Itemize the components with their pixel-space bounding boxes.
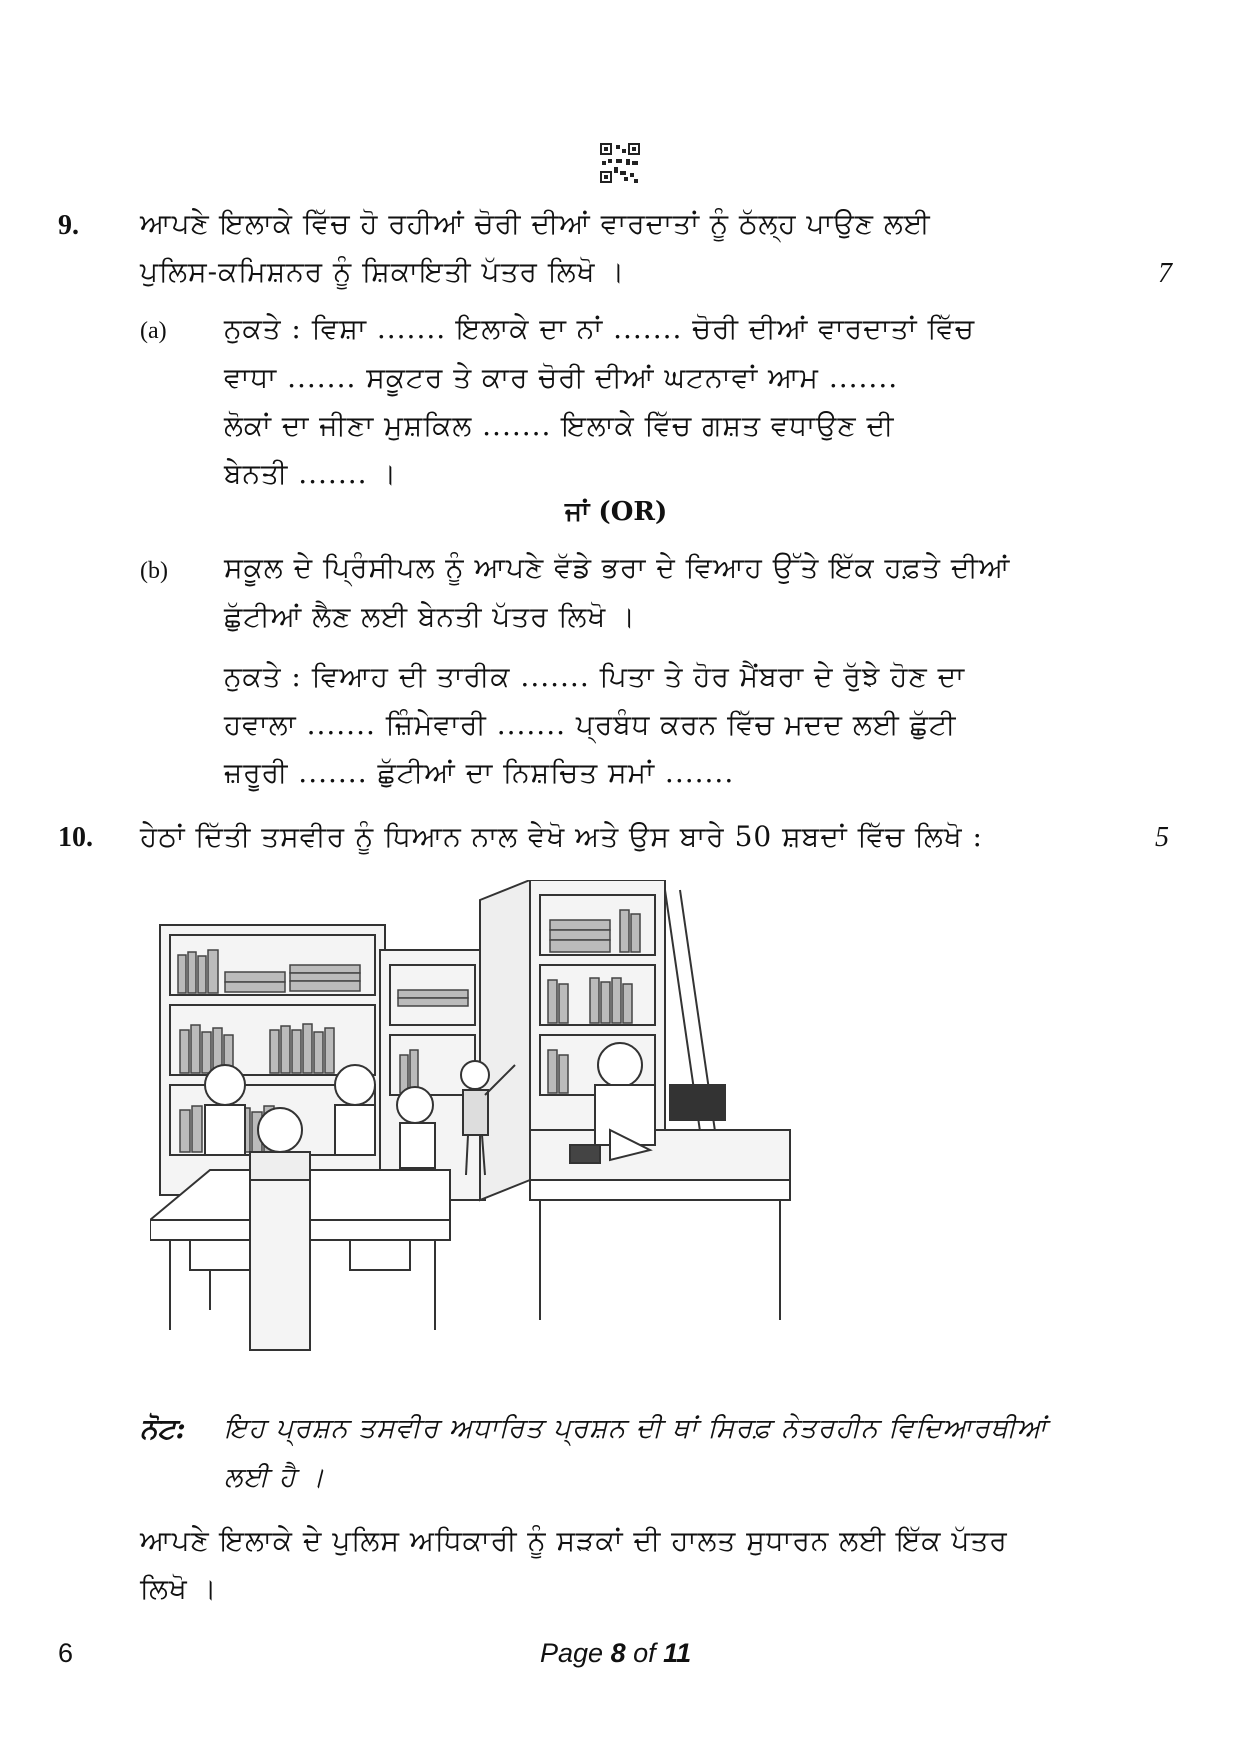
page-total: 11 bbox=[663, 1638, 692, 1668]
note-line-2: ਲਈ ਹੈ । bbox=[224, 1462, 326, 1493]
question-10-marks: 5 bbox=[1155, 822, 1169, 853]
question-10-line: ਹੇਠਾਂ ਦਿੱਤੀ ਤਸਵੀਰ ਨੂੰ ਧਿਆਨ ਨਾਲ ਵੇਖੋ ਅਤੇ ਉਸ ਬਾਰੇ 50 ਸ਼ਬਦਾਂ ਵਿੱਚ ਲਿਖੋ : bbox=[140, 820, 983, 853]
option-b-line-4: ਹਵਾਲਾ ....... ਜ਼ਿੰਮੇਵਾਰੀ ....... ਪ੍ਰਬੰਧ ਕਰਨ ਵਿੱਚ ਮਦਦ ਲਈ ਛੁੱਟੀ bbox=[224, 708, 957, 741]
option-a-label: (a) bbox=[140, 318, 167, 344]
question-9-number: 9. bbox=[58, 210, 79, 241]
qr-code-icon bbox=[600, 143, 640, 183]
option-a-line-3: ਲੋਕਾਂ ਦਾ ਜੀਣਾ ਮੁਸ਼ਕਿਲ ....... ਇਲਾਕੇ ਵਿੱਚ ਗਸ਼ਤ ਵਧਾਉਣ ਦੀ bbox=[224, 409, 895, 442]
note-line-1: ਇਹ ਪ੍ਰਸ਼ਨ ਤਸਵੀਰ ਅਧਾਰਿਤ ਪ੍ਰਸ਼ਨ ਦੀ ਥਾਂ ਸਿਰਫ਼ ਨੇਤਰਹੀਨ ਵਿਦਿਆਰਥੀਆਂ bbox=[224, 1413, 1048, 1444]
or-label: ਜਾਂ (OR) bbox=[565, 497, 668, 527]
question-9-marks: 7 bbox=[1158, 258, 1172, 289]
page-mid: of bbox=[625, 1638, 664, 1668]
option-a-line-2: ਵਾਧਾ ....... ਸਕੂਟਰ ਤੇ ਕਾਰ ਚੋਰੀ ਦੀਆਂ ਘਟਨਾਵਾਂ ਆਮ ....... bbox=[224, 361, 899, 394]
question-10-number: 10. bbox=[58, 822, 93, 853]
option-a-line-4: ਬੇਨਤੀ ....... । bbox=[224, 457, 398, 490]
question-9-line-2: ਪੁਲਿਸ-ਕਮਿਸ਼ਨਰ ਨੂੰ ਸ਼ਿਕਾਇਤੀ ਪੱਤਰ ਲਿਖੋ । bbox=[140, 255, 626, 288]
page-current: 8 bbox=[610, 1638, 626, 1668]
option-b-line-2: ਛੁੱਟੀਆਂ ਲੈਣ ਲਈ ਬੇਨਤੀ ਪੱਤਰ ਲਿਖੋ । bbox=[224, 600, 636, 633]
note-label: ਨੋਟ: bbox=[140, 1412, 186, 1445]
library-illustration bbox=[150, 880, 880, 1400]
option-b-line-5: ਜ਼ਰੂਰੀ ....... ਛੁੱਟੀਆਂ ਦਾ ਨਿਸ਼ਚਿਤ ਸਮਾਂ ....... bbox=[224, 756, 735, 789]
option-a-line-1: ਨੁਕਤੇ : ਵਿਸ਼ਾ ....... ਇਲਾਕੇ ਦਾ ਨਾਂ ....... ਚੋਰੀ ਦੀਆਂ ਵਾਰਦਾਤਾਂ ਵਿੱਚ bbox=[224, 312, 975, 345]
option-b-label: (b) bbox=[140, 558, 168, 584]
alt-question-line-1: ਆਪਣੇ ਇਲਾਕੇ ਦੇ ਪੁਲਿਸ ਅਧਿਕਾਰੀ ਨੂੰ ਸੜਕਾਂ ਦੀ ਹਾਲਤ ਸੁਧਾਰਨ ਲਈ ਇੱਕ ਪੱਤਰ bbox=[140, 1524, 1008, 1557]
page-prefix: Page bbox=[540, 1638, 611, 1668]
question-9-line-1: ਆਪਣੇ ਇਲਾਕੇ ਵਿੱਚ ਹੋ ਰਹੀਆਂ ਚੋਰੀ ਦੀਆਂ ਵਾਰਦਾਤਾਂ ਨੂੰ ਠੱਲ੍ਹ ਪਾਉਣ ਲਈ bbox=[140, 207, 931, 240]
alt-question-line-2: ਲਿਖੋ । bbox=[140, 1572, 218, 1605]
option-b-line-1: ਸਕੂਲ ਦੇ ਪ੍ਰਿੰਸੀਪਲ ਨੂੰ ਆਪਣੇ ਵੱਡੇ ਭਰਾ ਦੇ ਵਿਆਹ ਉੱਤੇ ਇੱਕ ਹਫ਼ਤੇ ਦੀਆਂ bbox=[224, 551, 1011, 584]
footer-page-number bbox=[540, 1638, 691, 1669]
footer-page-code: 6 bbox=[58, 1638, 74, 1668]
option-b-line-3: ਨੁਕਤੇ : ਵਿਆਹ ਦੀ ਤਾਰੀਕ ....... ਪਿਤਾ ਤੇ ਹੋਰ ਮੈਂਬਰਾ ਦੇ ਰੁੱਝੇ ਹੋਣ ਦਾ bbox=[224, 660, 966, 693]
